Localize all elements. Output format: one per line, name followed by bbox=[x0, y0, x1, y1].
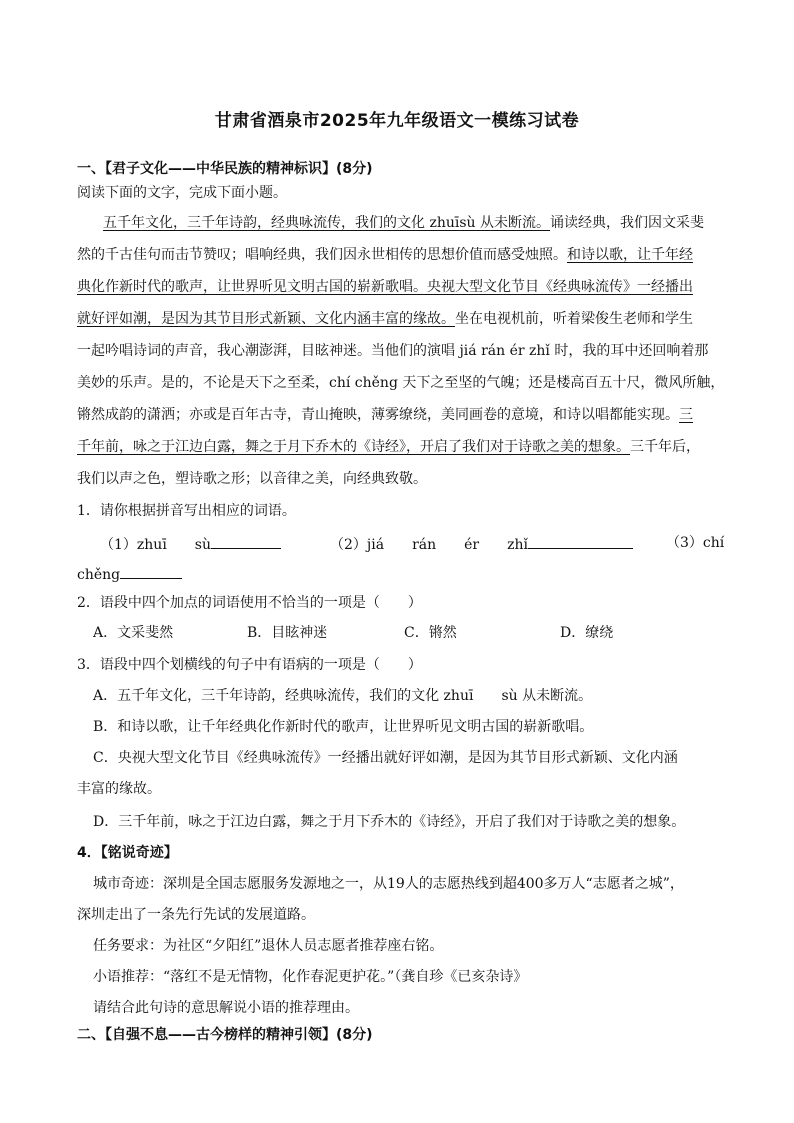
q2-option-c[interactable]: C．锵然 bbox=[404, 625, 457, 641]
passage-line-4: 就好评如潮，是因为其节目形式新颖、文化内涵丰富的缘故。坐在电视机前，听着梁俊生老师和学生 bbox=[77, 311, 693, 327]
q3-option-b[interactable]: B．和诗以歌，让千年经典化作新时代的歌声，让世界听见文明古国的崭新歌唱。 bbox=[93, 719, 594, 735]
q2-options bbox=[93, 623, 613, 643]
q1-answer-blank-2[interactable] bbox=[528, 533, 633, 549]
q3-option-c[interactable]: C．央视大型文化节目《经典咏流传》一经播出就好评如潮，是因为其节目形式新颖、文化内涵 bbox=[93, 750, 678, 766]
q1-blank-3-label-cont: chěng bbox=[77, 563, 182, 585]
q1-answer-blank-1[interactable] bbox=[211, 533, 281, 549]
underlined-sentence-d: 三 bbox=[679, 407, 693, 423]
section-1-instruction: 阅读下面的文字，完成下面小题。 bbox=[77, 185, 287, 201]
passage-line-3: 典化作新时代的歌声，让世界听见文明古国的崭新歌唱。央视大型文化节目《经典咏流传》一经播出 bbox=[77, 279, 693, 295]
q1-blank-1-label: （1）zhuī sù bbox=[100, 533, 281, 555]
q3-option-d[interactable]: D．三千年前，咏之于江边白露，舞之于月下乔木的《诗经》，开启了我们对于诗歌之美的想象。 bbox=[93, 814, 686, 830]
q2-option-b[interactable]: B．目眩神迷 bbox=[247, 625, 328, 641]
q1-answer-blank-3[interactable] bbox=[120, 563, 182, 579]
underlined-sentence-b: 和诗以歌，让千年经 bbox=[567, 247, 693, 263]
question-3: 3．语段中四个划横线的句子中有语病的一项是（ ） bbox=[77, 657, 422, 673]
passage-line-6: 美妙的乐声。是的，不论是天下之至柔，chí chěng 天下之至坚的气魄；还是楼高百五十尺，微风所触， bbox=[77, 375, 725, 391]
q4-city-miracle: 城市奇迹：深圳是全国志愿服务发源地之一，从19人的志愿热线到超400多万人“志愿者之城”， bbox=[93, 876, 684, 892]
passage-line-8: 千年前，咏之于江边白露，舞之于月下乔木的《诗经》，开启了我们对于诗歌之美的想象。三千年后， bbox=[77, 439, 700, 455]
passage-line-2: 然的千古佳句而击节赞叹；唱响经典，我们因永世相传的思想价值而感受烛照。和诗以歌，让千年经 bbox=[77, 247, 693, 263]
question-4-heading: 4．【铭说奇迹】 bbox=[77, 845, 178, 861]
passage-line-1: 五千年文化，三千年诗韵，经典咏流传，我们的文化 zhuīsù 从未断流。诵读经典，我们因文采斐 bbox=[103, 215, 704, 231]
q4-city-miracle-cont: 深圳走出了一条先行先试的发展道路。 bbox=[77, 907, 315, 923]
page-title: 甘肃省酒泉市2025年九年级语文一模练习试卷 bbox=[214, 111, 580, 131]
section-1-heading: 一、【君子文化——中华民族的精神标识】(8分) bbox=[77, 161, 373, 177]
underlined-sentence-c: 央视大型文化节目《经典咏流传》一经播出 bbox=[427, 279, 693, 295]
q3-option-c-cont: 丰富的缘故。 bbox=[77, 781, 161, 797]
question-2: 2．语段中四个加点的词语使用不恰当的一项是（ ） bbox=[77, 595, 422, 611]
section-2-heading: 二、【自强不息——古今榜样的精神引领】(8分) bbox=[77, 1027, 373, 1043]
passage-line-7: 锵然成韵的潇洒；亦或是百年古寺，青山掩映，薄雾缭绕，美同画卷的意境，和诗以唱都能实现。三 bbox=[77, 407, 693, 423]
passage-line-9: 我们以声之色，塑诗歌之形；以音律之美，向经典致敬。 bbox=[77, 471, 427, 487]
q3-option-a[interactable]: A．五千年文化，三千年诗韵，经典咏流传，我们的文化 zhuī sù 从未断流。 bbox=[93, 688, 593, 704]
q4-recommendation: 小语推荐：“落红不是无情物，化作春泥更护花。”（龚自珍《已亥杂诗》 bbox=[93, 969, 528, 985]
q2-option-d[interactable]: D．缭绕 bbox=[560, 625, 614, 641]
q1-blank-3-label: （3）chí bbox=[666, 535, 725, 551]
q4-task-requirement: 任务要求：为社区“夕阳红”退休人员志愿者推荐座右铭。 bbox=[93, 938, 444, 954]
underlined-sentence-a: 五千年文化，三千年诗韵，经典咏流传，我们的文化 zhuīsù 从未断流。 bbox=[103, 215, 550, 231]
passage-line-5: 一起吟唱诗词的声音，我心潮澎湃，目眩神迷。当他们的演唱 jiá rán ér zhǐ 时，我的耳中还回响着那 bbox=[77, 343, 709, 359]
question-1: 1．请你根据拼音写出相应的词语。 bbox=[77, 503, 296, 519]
q2-option-a[interactable]: A．文采斐然 bbox=[93, 625, 174, 641]
q1-blank-2-label: （2）jiá rán ér zhǐ bbox=[330, 533, 633, 555]
q4-prompt: 请结合此句诗的意思解说小语的推荐理由。 bbox=[93, 1000, 359, 1016]
